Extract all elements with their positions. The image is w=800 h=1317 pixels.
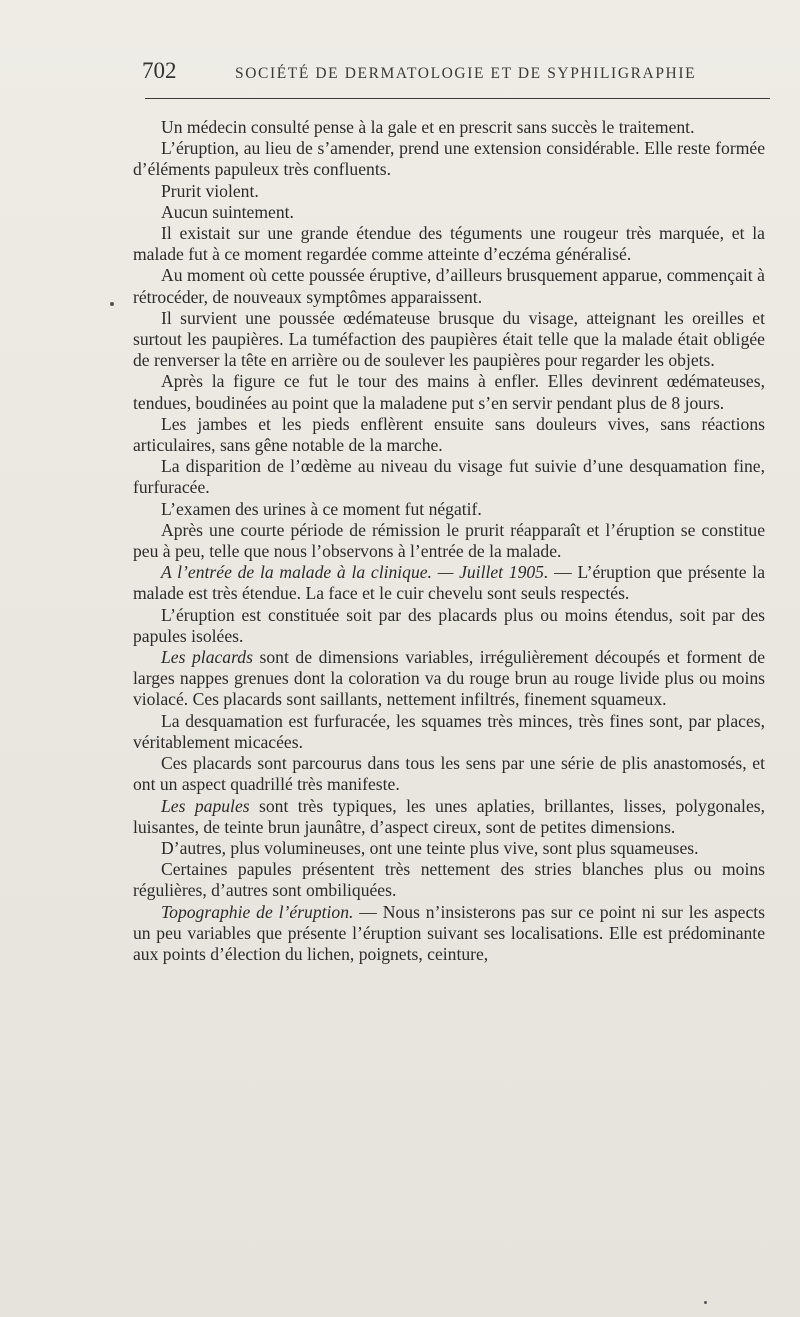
paragraph: [133, 859, 765, 901]
paragraph: [133, 520, 765, 562]
italic-lead: Les papules: [161, 795, 250, 816]
paragraph: [133, 308, 765, 372]
paragraph-text: Après une courte période de rémission le prurit réapparaît et l’éruption se constitue peu à peu, telle que nous l’observons à l’entrée de la malade.: [133, 519, 765, 562]
page-number: 702: [142, 58, 177, 83]
paragraph-text: sont très typiques, les unes aplaties, brillantes, lisses, polygonales, luisantes, de teinte brun jaunâtre, d’aspect cireux, sont de petites dimensions.: [133, 795, 765, 837]
paragraph: [133, 499, 765, 520]
paragraph-text: L’éruption, au lieu de s’amender, prend une extension considérable. Elle reste formée d’éléments papuleux très confluents.: [133, 138, 765, 180]
paragraph-text: Il survient une poussée œdémateuse brusque du visage, atteignant les oreilles et surtout les paupières. La tuméfaction des paupières était telle que la malade était obligée de renverser la tête en arrière ou de soulever les paupières pour regarder les objets.: [133, 307, 765, 371]
paragraph-text: La desquamation est furfuracée, les squames très minces, très fines sont, par places, véritablement micacées.: [133, 710, 765, 752]
paragraph: [133, 562, 765, 604]
page-header: [140, 58, 770, 88]
paragraph: [133, 753, 765, 795]
paragraph-text: L’examen des urines à ce moment fut négatif.: [161, 498, 482, 519]
paper-speck: [110, 302, 114, 306]
header-rule: [145, 98, 770, 99]
paragraph: [133, 265, 765, 307]
paragraph: [133, 796, 765, 838]
paragraph: [133, 181, 765, 202]
paragraph: [133, 138, 765, 180]
paragraph-text: Après la figure ce fut le tour des mains à enfler. Elles devinrent œdémateuses, tendues, boudinées au point que la maladene put s’en servir pendant plus de 8 jours.: [133, 371, 765, 413]
paragraph: [133, 647, 765, 711]
body-text: [133, 117, 765, 965]
italic-lead: Topographie de l’éruption.: [161, 901, 354, 922]
paragraph-text: La disparition de l’œdème au niveau du visage fut suivie d’une desquamation fine, furfuracée.: [133, 456, 765, 498]
paragraph-text: Prurit violent.: [161, 180, 259, 201]
paragraph-text: Il existait sur une grande étendue des téguments une rougeur très marquée, et la malade fut à ce moment regardée comme atteinte d’eczéma généralisé.: [133, 223, 765, 265]
paragraph-text: D’autres, plus volumineuses, ont une teinte plus vive, sont plus squameuses.: [161, 837, 699, 858]
paper-speck: [704, 1301, 707, 1304]
paragraph: [133, 371, 765, 413]
paragraph: [133, 902, 765, 966]
paragraph-text: Au moment où cette poussée éruptive, d’ailleurs brusquement apparue, commençait à rétrocéder, de nouveaux symptômes apparaissent.: [133, 265, 765, 307]
paragraph: [133, 838, 765, 859]
paragraph: [133, 414, 765, 456]
paragraph-text: Aucun suintement.: [161, 201, 294, 222]
paragraph: [133, 223, 765, 265]
paragraph: [133, 456, 765, 498]
paragraph-text: L’éruption est constituée soit par des placards plus ou moins étendus, soit par des papules isolées.: [133, 604, 765, 646]
paragraph: [133, 711, 765, 753]
paragraph: [133, 605, 765, 647]
italic-lead: Les placards: [161, 647, 253, 668]
paragraph-text: Un médecin consulté pense à la gale et en prescrit sans succès le traitement.: [161, 117, 695, 137]
paragraph: [133, 202, 765, 223]
paragraph-text: Certaines papules présentent très nettement des stries blanches plus ou moins régulières, d’autres sont ombiliquées.: [133, 859, 765, 901]
paragraph-text: Ces placards sont parcourus dans tous les sens par une série de plis anastomosés, et ont un aspect quadrillé très manifeste.: [133, 753, 765, 795]
paragraph-text: Les jambes et les pieds enflèrent ensuite sans douleurs vives, sans réactions articulaires, sans gêne notable de la marche.: [133, 413, 765, 456]
italic-lead: A l’entrée de la malade à la clinique. — Juillet 1905.: [161, 562, 549, 583]
paragraph-text: sont de dimensions variables, irrégulièrement découpés et forment de larges nappes grenues dont la coloration va du rouge brun au rouge livide plus ou moins violacé. Ces placards sont saillants, nettement infiltrés, finement squameux.: [133, 647, 765, 710]
running-title: SOCIÉTÉ DE DERMATOLOGIE ET DE SYPHILIGRAPHIE: [235, 65, 697, 82]
paragraph-text: — Nous n’insisterons pas sur ce point ni sur les aspects un peu variables que présente l’éruption suivant ses localisations. Elle est prédominante aux points d’élection du lichen, poignets, ceinture,: [133, 901, 765, 964]
paragraph: [133, 117, 765, 138]
paragraph-text: — L’éruption que présente la malade est très étendue. La face et le cuir chevelu sont seuls respectés.: [133, 562, 766, 604]
